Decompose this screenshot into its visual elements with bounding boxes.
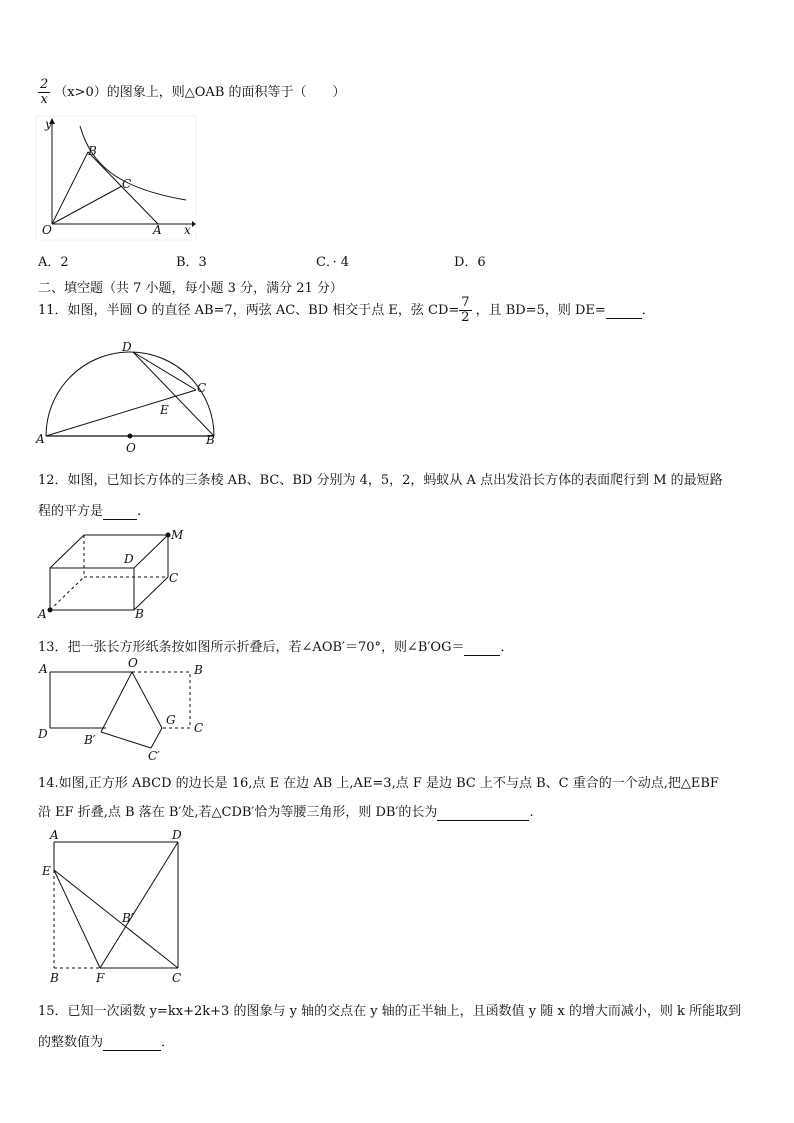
q13-label-B-prime: B′	[84, 733, 96, 747]
q10-label-C: C	[122, 177, 132, 191]
q10-frac-den: x	[40, 92, 48, 107]
q11-center-dot	[128, 434, 133, 439]
q10-stem-line	[38, 78, 346, 107]
q14-segment-FD	[100, 842, 178, 968]
q13-fold-line-OG	[132, 672, 162, 728]
q11-stem-b: ，且 BD=5，则 DE=	[475, 303, 606, 318]
q10-label-A: A	[153, 223, 162, 237]
q10-figure-frame	[36, 116, 196, 240]
q14-line2	[38, 801, 534, 821]
q12-line2-end: .	[137, 504, 142, 519]
q10-stem-text: （x>0）的图象上，则△OAB 的面积等于（ ）	[54, 85, 346, 100]
q15-line2-text: 的整数值为	[38, 1035, 104, 1050]
q12-hidden-edge-diagonal	[50, 577, 84, 610]
q10-figure	[36, 116, 196, 240]
q12-label-B: B	[135, 607, 144, 621]
q12-line2-text: 程的平方是	[38, 504, 104, 519]
q13-label-B: B	[194, 663, 203, 677]
q12-answer-blank	[103, 504, 137, 520]
q12-point-M	[166, 533, 171, 538]
q11-figure	[36, 340, 218, 455]
q10-label-B: B	[88, 144, 97, 158]
q12-label-D: D	[124, 552, 134, 566]
q14-answer-blank	[437, 805, 529, 821]
q11-frac-den: 2	[461, 310, 470, 325]
q12-label-M: M	[171, 528, 184, 542]
q12-edge-top-right	[134, 535, 168, 568]
q11-label-C: C	[197, 381, 207, 395]
q12-line2	[38, 500, 141, 520]
q13-edge-C-prime-G	[151, 728, 162, 748]
q10-label-y: y	[45, 117, 52, 131]
q14-label-C: C	[172, 971, 182, 985]
q10-option-d: D．6	[454, 255, 486, 270]
q11-frac-num: 7	[461, 295, 470, 310]
q12-label-A: A	[38, 607, 47, 621]
q13-label-O: O	[128, 656, 138, 670]
q10-fraction	[38, 78, 50, 107]
q13-stem-text: 13．把一张长方形纸条按如图所示折叠后，若∠AOB′＝70°，则∠B′OG＝	[38, 640, 465, 655]
q14-label-B-prime: B′	[122, 911, 134, 925]
q11-semicircle	[46, 352, 214, 436]
q12-label-C: C	[169, 571, 179, 585]
q11-answer-blank	[606, 303, 642, 319]
q12-line1: 12．如图，已知长方体的三条棱 AB、BC、BD 分别为 4，5，2，蚂蚁从 A 点出发沿长方体的表面爬行到 M 的最短路	[38, 473, 723, 488]
q13-stem-line	[38, 636, 513, 656]
q15-answer-blank	[103, 1035, 161, 1051]
q14-label-D: D	[172, 828, 182, 842]
q11-label-O: O	[126, 441, 136, 455]
q13-label-C-prime: C′	[148, 749, 160, 763]
q14-label-B: B	[50, 971, 59, 985]
q14-segment-EC	[54, 870, 178, 968]
q15-line2-end: ．	[161, 1035, 175, 1050]
q14-line2-text: 沿 EF 折叠,点 B 落在 B′处,若△CDB′恰为等腰三角形，则 DB′的长为	[38, 805, 438, 820]
q11-stem-end: ．	[641, 303, 655, 318]
q10-option-c: C．· 4	[316, 255, 349, 270]
q10-label-O: O	[42, 223, 52, 237]
q12-edge-bottom-right	[134, 577, 168, 610]
q10-option-b: B．3	[176, 255, 207, 270]
q13-original-flap	[132, 672, 190, 728]
q13-figure	[36, 656, 208, 763]
q13-fold-OB-prime	[101, 672, 132, 732]
q11-label-B: B	[206, 433, 215, 447]
q15-line2	[38, 1031, 174, 1051]
q13-label-D: D	[38, 727, 48, 741]
q13-label-C: C	[194, 721, 204, 735]
q11-label-D: D	[122, 340, 132, 354]
q11-label-A: A	[36, 432, 45, 446]
q15-line1: 15．已知一次函数 y=kx+2k+3 的图象与 y 轴的交点在 y 轴的正半轴上，且函数值 y 随 x 的增大而减小，则 k 所能取到	[38, 1004, 742, 1019]
q14-line2-end: .	[529, 805, 534, 820]
q13-answer-blank	[464, 640, 500, 656]
q13-stem-end: ．	[500, 640, 514, 655]
section2-heading: 二、填空题（共 7 小题，每小题 3 分，满分 21 分）	[38, 281, 343, 296]
q12-figure	[36, 528, 186, 620]
q11-chord-AC	[46, 390, 196, 436]
q11-label-E: E	[160, 403, 169, 417]
q14-fold-EF	[54, 870, 100, 968]
q14-label-E: E	[42, 864, 51, 878]
q14-figure	[36, 828, 196, 986]
q12-front-face	[50, 568, 134, 610]
q12-edge-top-left	[50, 535, 84, 568]
q13-edge-B-prime-C-prime	[101, 732, 151, 748]
q10-frac-num: 2	[40, 77, 49, 92]
q12-point-A	[48, 608, 53, 613]
q14-label-F: F	[96, 971, 105, 985]
q13-label-A: A	[39, 662, 48, 676]
q14-line1: 14.如图,正方形 ABCD 的边长是 16,点 E 在边 AB 上,AE=3,点 F 是边 BC 上不与点 B、C 重合的一个动点,把△EBF	[38, 776, 719, 791]
q11-fraction	[459, 296, 471, 325]
q14-label-A: A	[50, 828, 59, 842]
q13-label-G: G	[166, 713, 176, 727]
q10-option-a: A．2	[38, 255, 69, 270]
q11-stem-line	[38, 296, 655, 325]
q10-label-x: x	[184, 223, 191, 237]
q11-stem-a: 11．如图，半圆 O 的直径 AB=7，两弦 AC、BD 相交于点 E，弦 CD=	[38, 303, 460, 318]
